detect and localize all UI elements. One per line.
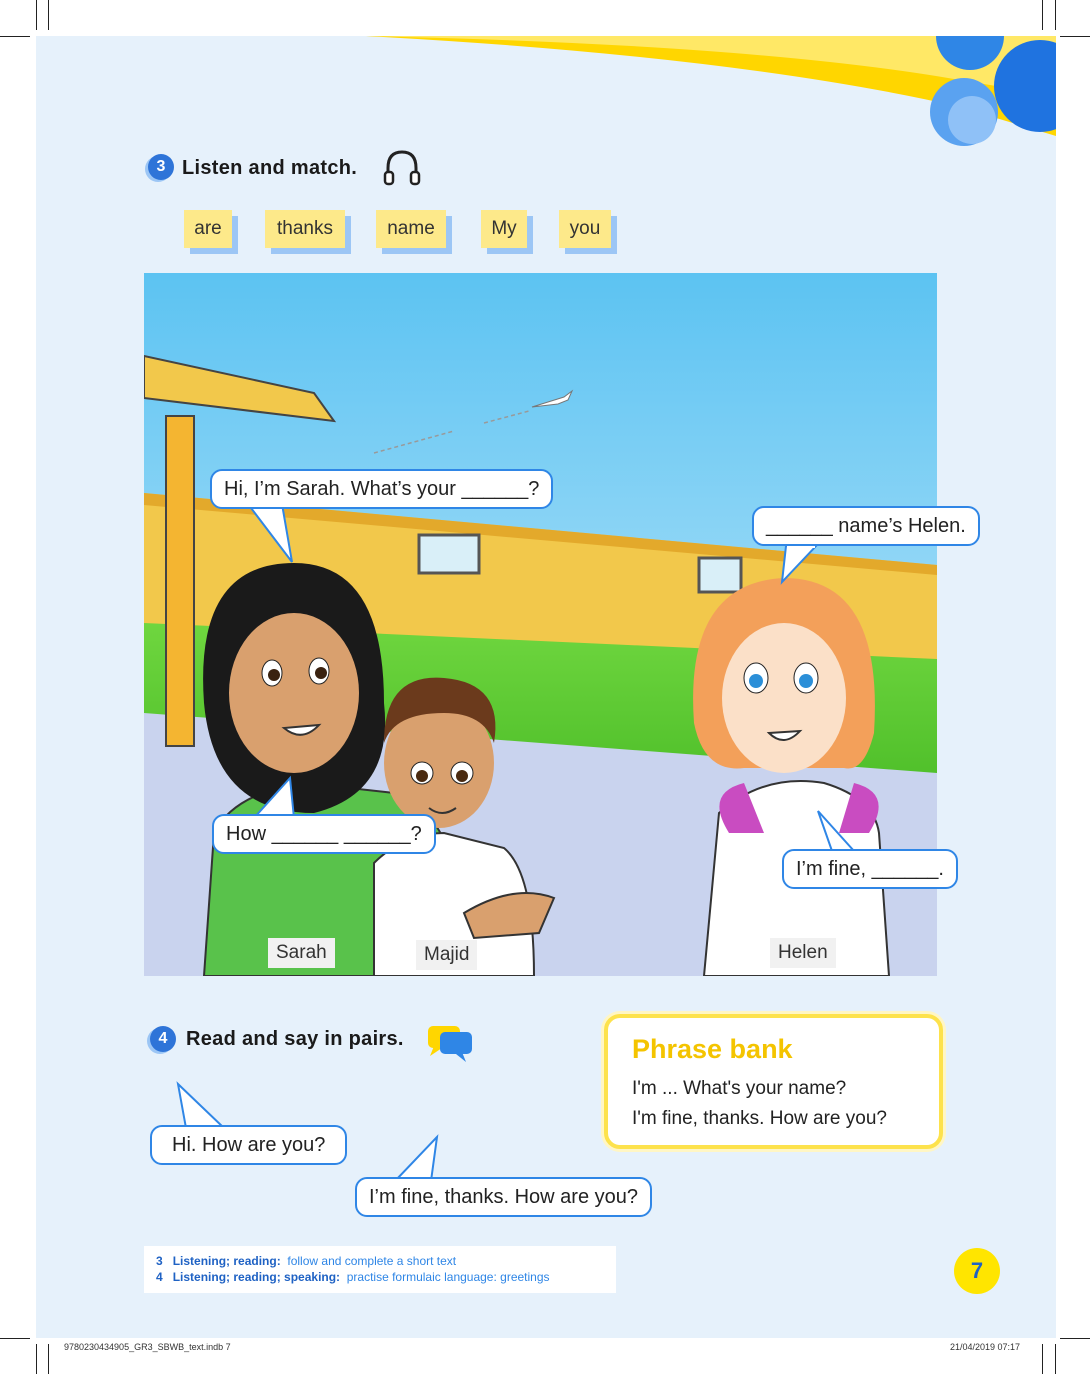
activity-number-badge: 3 <box>148 154 174 180</box>
crop-mark <box>1055 0 1056 30</box>
speech-bubble-helen-fine: I’m fine, ______. <box>782 849 958 889</box>
speech-tail <box>246 502 296 562</box>
speech-bubble-helen-answer: ______ name’s Helen. <box>752 506 980 546</box>
note-number: 3 <box>156 1254 163 1268</box>
note-skills: Listening; reading; speaking: <box>172 1270 341 1284</box>
crop-mark <box>36 1344 37 1374</box>
crop-mark <box>0 36 30 37</box>
workbook-page <box>36 36 1056 1338</box>
character-label-helen: Helen <box>770 938 836 968</box>
speech-bubble-reply: I’m fine, thanks. How are you? <box>355 1177 652 1217</box>
crop-mark <box>0 1338 30 1339</box>
page-number: 7 <box>954 1248 1000 1294</box>
activity-title: Listen and match. <box>182 157 358 179</box>
word-tile[interactable]: thanks <box>265 210 345 248</box>
activity-number-badge: 4 <box>150 1026 176 1052</box>
crop-mark <box>1042 1344 1043 1374</box>
note-text: follow and complete a short text <box>287 1254 457 1268</box>
crop-mark <box>48 0 49 30</box>
note-number: 4 <box>156 1270 163 1284</box>
crop-mark <box>1055 1344 1056 1374</box>
speech-tail <box>176 1084 226 1130</box>
crop-mark <box>48 1344 49 1374</box>
phrase-bank-title: Phrase bank <box>632 1034 793 1064</box>
speech-bubble-greeting: Hi. How are you? <box>150 1125 347 1165</box>
crop-mark <box>1042 0 1043 30</box>
teacher-note-line <box>156 1254 456 1268</box>
word-tile[interactable]: you <box>559 210 611 248</box>
phrase-bank-line: I'm ... What's your name? <box>632 1078 847 1099</box>
note-skills: Listening; reading: <box>172 1254 281 1268</box>
phrase-bank-line: I'm fine, thanks. How are you? <box>632 1108 887 1129</box>
activity-title: Read and say in pairs. <box>186 1028 404 1050</box>
crop-mark <box>36 0 37 30</box>
teacher-note-line <box>156 1270 550 1284</box>
decorative-header-shapes <box>36 36 1056 176</box>
word-tile[interactable]: are <box>184 210 232 248</box>
word-tile[interactable]: name <box>376 210 446 248</box>
print-slug-left: 9780230434905_GR3_SBWB_text.indb 7 <box>64 1342 231 1352</box>
print-slug-right: 21/04/2019 07:17 <box>950 1342 1021 1352</box>
speech-bubble-sarah-question: Hi, I’m Sarah. What’s your ______? <box>210 469 553 509</box>
character-label-sarah: Sarah <box>268 938 335 968</box>
speech-bubble-sarah-how: How ______ ______? <box>212 814 436 854</box>
speech-bubbles-icon <box>426 1024 476 1064</box>
crop-mark <box>1060 36 1090 37</box>
speech-tail <box>780 544 820 584</box>
phrase-bank-box <box>604 1014 943 1149</box>
crop-mark <box>1060 1338 1090 1339</box>
teacher-notes <box>144 1246 616 1293</box>
headphones-icon <box>382 148 422 188</box>
character-label-majid: Majid <box>416 940 477 970</box>
word-tile[interactable]: My <box>481 210 527 248</box>
note-text: practise formulaic language: greetings <box>346 1270 550 1284</box>
